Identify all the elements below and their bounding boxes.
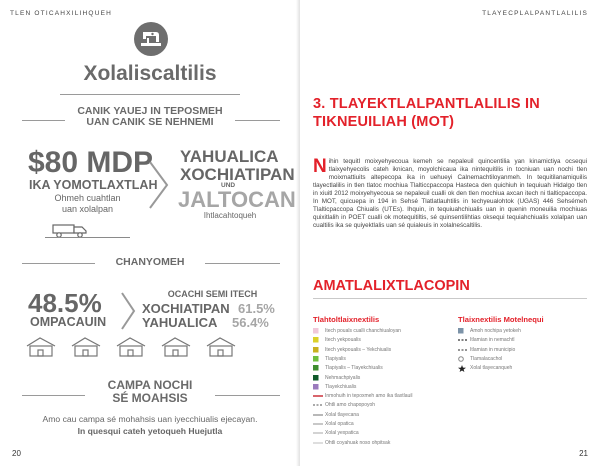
legend-swatch xyxy=(313,365,319,371)
running-head-right: TLAYECPLALPANTLALILIS xyxy=(482,10,588,17)
legend-swatch xyxy=(458,365,466,372)
legend-left-item-9 xyxy=(313,401,375,409)
legend-left-heading: Tlahtoltlaixnextilis xyxy=(313,315,380,324)
legend-swatch xyxy=(313,375,319,381)
place-2-name: YAHUALICA xyxy=(142,315,218,330)
percent-value: 48.5% xyxy=(28,288,102,318)
place-1-value: 61.5% xyxy=(238,301,275,316)
chevron-right-icon xyxy=(120,291,137,331)
legend-swatch xyxy=(313,421,323,427)
section-heading-line1: CANIK YAUEJ IN TEPOSMEH xyxy=(77,105,223,117)
place-2-value: 56.4% xyxy=(232,315,269,330)
legend-label: Itlamian in municipio xyxy=(470,346,516,353)
destination-1: YAHUALICA xyxy=(180,147,279,166)
legend-swatch xyxy=(313,440,323,446)
legend-label: Xolal tlayecana xyxy=(325,411,359,418)
legend-swatch xyxy=(458,328,464,334)
legend-swatch xyxy=(313,402,323,408)
right-caption: OCACHI SEMI ITECH xyxy=(167,289,258,299)
legend-label: Tlapiyalis – Tlayekchiualis xyxy=(325,365,383,372)
page-number-left: 20 xyxy=(12,449,21,458)
legend-label: Itech yekpoualis xyxy=(325,337,361,344)
chevron-right-icon xyxy=(148,160,170,210)
section3-text-2: In quesqui cateh yetoqueh Huejutla xyxy=(77,426,223,436)
house-icon xyxy=(72,338,100,356)
legend-label: Itech pouals cualli chanchiualoyan xyxy=(325,328,401,334)
legend-right-item-3 xyxy=(458,346,515,354)
legend-right-item-2 xyxy=(458,336,514,344)
destination-conjunction: UND xyxy=(221,182,236,189)
legend-label: Ohtli amo chapopoyoh xyxy=(325,402,376,409)
amount-subtitle: IKA YOMOTLAXTLAH xyxy=(29,178,158,192)
legend-right-heading: Tlaixnextilis Motelnequi xyxy=(458,315,544,324)
legend-left-item-5 xyxy=(313,364,383,372)
legend-label: Tlapiyalis xyxy=(325,355,346,362)
legend-label: Xolal tlayecanqueh xyxy=(470,365,513,372)
legend-left-item-7 xyxy=(313,383,356,391)
destination-3: JALTOCAN xyxy=(178,187,296,212)
title-underline xyxy=(60,94,240,95)
legend-label: Itech yekpoualis – Yekchiualis xyxy=(325,346,392,353)
house-icon-row xyxy=(25,336,275,358)
place-1-name: XOCHIATIPAN xyxy=(142,301,230,316)
right-page xyxy=(300,0,600,466)
body-paragraph xyxy=(313,158,587,230)
body-text: ihin tequitl moixyehyecoua kemeh se nepaleuil quincentilia yan kinamictiya ocsequi tlaixyehyecolis cateh iknican, moyolchicaua ika nintequitilis in tocniuan uan nochi tlen moixmattiuits altepecopa ika in uehueyi Calnemachtiloyanmeh. In tequitilanamiquilis tlayectlalilis in tlen tlatoc mochiua Tlalticcpaccopa Hasteca den quichiuh in tequiuah Hidalgo tlen in xiuitl 2012 moixyehyecoua se nepaleuil cualli ok den tlen mochiua axcan itech ni tlalticpaccopa. In MOT, quicuepa in 194 in Sehsé Tlatlatlauhtilis in techyeualohtok (UGAS) 446 Sehsémeh Tlalticpaccopa Chiualis (UTEs). Ihquin, in tequiuahchiualis uan in quenin moneuilia mochiuas quixitlalih in POET cualli ok motequitiltis, sé quinsentilihtias oksequi tequiahchiualis xolalpan uan cualtilis ika se quiyektlalis uan sé quialeuis in xolalneścaltilis. xyxy=(313,158,587,230)
section-heading-line1: CAMPA NOCHI xyxy=(107,378,193,392)
legend-right-item-1 xyxy=(458,327,521,335)
legend-swatch xyxy=(313,412,323,418)
legend-left-item-2 xyxy=(313,336,361,344)
drop-cap: N xyxy=(313,156,327,177)
sewing-machine-icon xyxy=(134,22,168,56)
legend-left-item-11 xyxy=(313,420,354,428)
legend-left-item-3 xyxy=(313,346,391,354)
legend-rule xyxy=(313,298,587,299)
section-heading-line2: UAN CANIK SE NEHNEMI xyxy=(86,116,214,128)
legend-swatch xyxy=(313,347,319,353)
legend-label: Tlayekchiualis xyxy=(325,383,357,390)
legend-right-item-4 xyxy=(458,355,502,363)
legend-left-item-4 xyxy=(313,355,346,363)
page-title: Xolaliscaltilis xyxy=(83,62,217,85)
legend-label: Itlamian in nemachtl xyxy=(470,337,515,344)
amount-note xyxy=(30,193,145,215)
road-line xyxy=(45,237,130,238)
legend-swatch xyxy=(313,356,319,362)
legend-label: Xolal opatica xyxy=(325,421,354,427)
amount-note-line2: uan xolalpan xyxy=(61,204,114,214)
legend-swatch xyxy=(458,337,468,343)
legend-left-item-8 xyxy=(313,392,413,400)
legend-label: Inmohuih in tepoxmeh amo ika tlaxtlauil xyxy=(325,393,413,400)
legend-swatch xyxy=(458,347,468,353)
legend-swatch xyxy=(313,393,323,399)
section-heading-canik xyxy=(65,106,235,128)
legend-label: Tlamalacachol xyxy=(470,355,503,362)
page-number-right: 21 xyxy=(579,449,588,458)
legend-swatch xyxy=(458,356,464,362)
amount-value: $80 MDP xyxy=(28,146,154,179)
legend-left-item-10 xyxy=(313,411,359,419)
section-heading-line2: SÉ MOAHSIS xyxy=(112,391,188,405)
legend-title: AMATLALIXTLACOPIN xyxy=(313,278,470,294)
legend-label: Ohtli coyahuak noso ohpitsak xyxy=(325,439,391,446)
destination-2: XOCHIATIPAN xyxy=(180,165,295,184)
section-heading-chanyomeh: CHANYOMEH xyxy=(95,257,205,268)
legend-swatch xyxy=(313,337,319,343)
house-icon xyxy=(27,338,55,356)
legend-left-item-1 xyxy=(313,327,401,335)
amount-note-line1: Ohmeh cuahtlan xyxy=(54,193,121,203)
house-icon xyxy=(117,338,145,356)
legend-swatch xyxy=(313,384,319,390)
running-head-left: TLEN OTICAHXILIHQUEH xyxy=(10,10,113,17)
section3-text-1: Amo cau campa sé mohahsis uan iyecchiualis ejecayan. xyxy=(42,414,258,424)
legend-label: Xolal yexpatica xyxy=(325,430,359,437)
house-icon xyxy=(162,338,190,356)
legend-left-item-13 xyxy=(313,439,390,447)
legend-left-item-12 xyxy=(313,429,359,437)
legend-right-item-5 xyxy=(458,364,512,372)
section-heading-campa xyxy=(85,379,215,405)
legend-label: Nehmachpiyalis xyxy=(325,374,361,381)
destination-note: Ihtlacahtoqueh xyxy=(203,211,257,220)
legend-left-item-6 xyxy=(313,374,360,382)
percent-label: OMPACAUIN xyxy=(30,315,107,329)
chapter-heading: 3. TLAYEKTLALPANTLALILIS IN TIKNEUILIAH (MOT) xyxy=(313,96,540,130)
legend-swatch xyxy=(313,328,319,334)
house-icon xyxy=(207,338,235,356)
legend-label: Amoh nochipa yetokeh xyxy=(470,328,521,334)
legend-swatch xyxy=(313,430,323,436)
